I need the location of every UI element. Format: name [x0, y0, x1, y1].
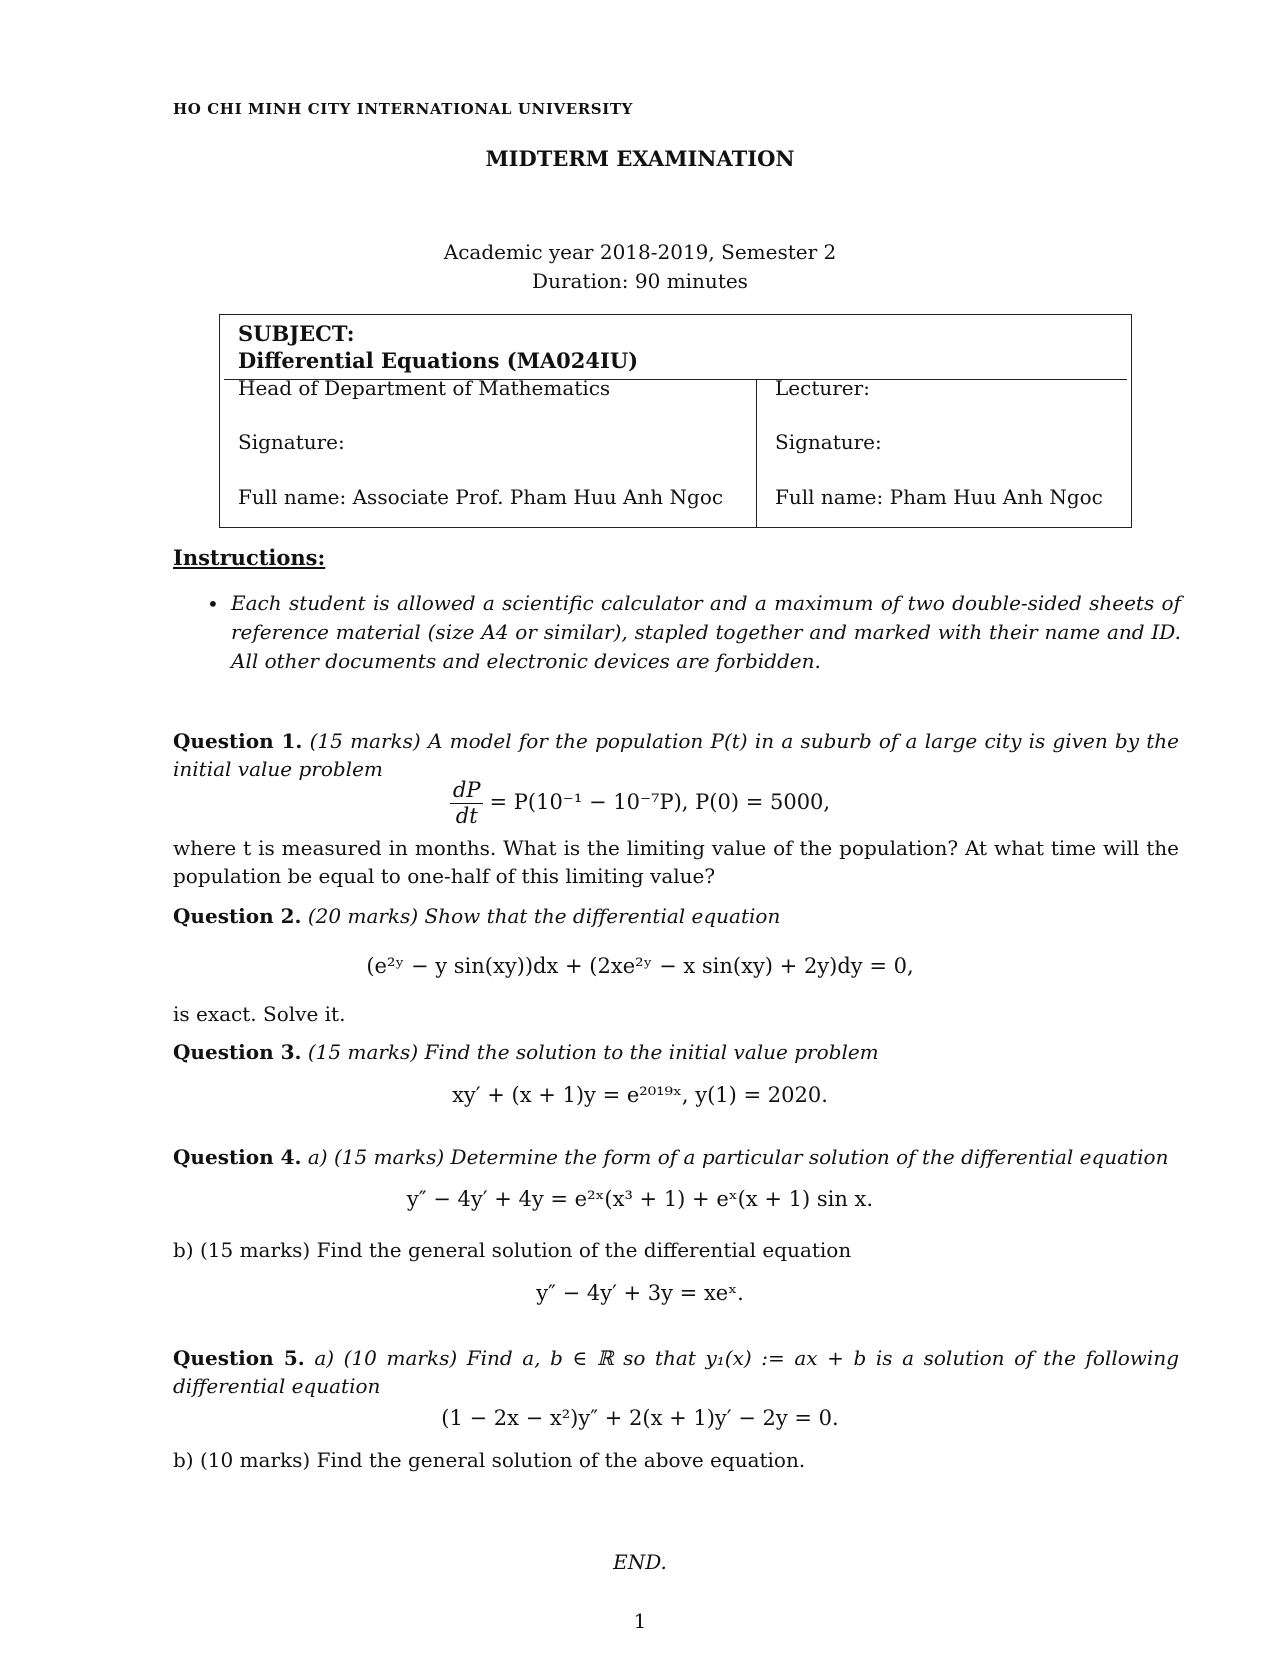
question-3 [173, 1038, 1179, 1066]
divider-vertical [756, 380, 757, 527]
question-4-equation-b: y″ − 4y′ + 3y = xeˣ. [536, 1281, 744, 1305]
question-marks: (15 marks) [307, 1040, 419, 1064]
bullet-icon: • [207, 592, 219, 616]
lecturer-full-name: Full name: Pham Huu Anh Ngoc [775, 485, 1103, 509]
subject-label: SUBJECT: [238, 321, 355, 346]
question-2-equation: (e²ʸ − y sin(xy))dx + (2xe²ʸ − x sin(xy) + 2y)dy = 0, [366, 954, 914, 978]
instruction-item: Each student is allowed a scientific calculator and a maximum of two double-sided sheets of reference material (size A4 or similar), stapled together and marked with their name and ID. All other documents and electronic devices are forbidden. [231, 591, 1181, 673]
duration: Duration: 90 minutes [532, 269, 748, 293]
question-4-equation-a: y″ − 4y′ + 4y = e²ˣ(x³ + 1) + eˣ(x + 1) sin x. [406, 1187, 874, 1211]
question-text: A model for the population P(t) in a suburb of a large city is given by the initial value problem [173, 729, 1179, 781]
instructions-heading: Instructions: [173, 545, 326, 570]
question-label: Question 2. [173, 904, 302, 928]
lecturer-signature-label: Signature: [775, 430, 882, 454]
question-part-a: a) (10 marks) Find a, b ∈ ℝ so that y₁(x) := ax + b is a solution of the following differential equation [173, 1346, 1180, 1398]
fraction-denominator: dt [455, 804, 478, 828]
question-4-part-b: b) (15 marks) Find the general solution of the differential equation [173, 1238, 852, 1262]
question-part-a: a) (15 marks) Determine the form of a particular solution of the differential equation [307, 1145, 1169, 1169]
head-signature-label: Signature: [238, 430, 345, 454]
lecturer-label: Lecturer: [775, 376, 870, 400]
head-full-name: Full name: Associate Prof. Pham Huu Anh Ngoc [238, 485, 724, 509]
question-marks: (20 marks) [307, 904, 419, 928]
question-3-equation: xy′ + (x + 1)y = e²⁰¹⁹ˣ, y(1) = 2020. [452, 1083, 828, 1107]
equation-rhs: = P(10⁻¹ − 10⁻⁷P), P(0) = 5000, [489, 790, 831, 814]
question-2-followup: is exact. Solve it. [173, 1002, 346, 1026]
question-1-followup: where t is measured in months. What is the limiting value of the population? At what time will the population be equal to one-half of this limiting value? [173, 836, 1179, 888]
question-label: Question 3. [173, 1040, 302, 1064]
fraction-numerator: dP [450, 778, 484, 804]
exam-title: MIDTERM EXAMINATION [485, 146, 795, 171]
head-of-department-label: Head of Department of Mathematics [238, 376, 611, 400]
end-marker: END. [613, 1550, 667, 1574]
academic-year: Academic year 2018-2019, Semester 2 [443, 240, 837, 264]
question-text: Show that the differential equation [424, 904, 781, 928]
question-label: Question 4. [173, 1145, 302, 1169]
question-1-equation [0, 778, 1280, 829]
question-5-equation: (1 − 2x − x²)y″ + 2(x + 1)y′ − 2y = 0. [441, 1406, 839, 1430]
subject-name: Differential Equations (MA024IU) [238, 348, 639, 373]
question-5-part-b: b) (10 marks) Find the general solution of the above equation. [173, 1448, 806, 1472]
question-label: Question 5. [173, 1346, 305, 1370]
question-2 [173, 902, 1179, 930]
subject-box [219, 314, 1132, 528]
question-text: Find the solution to the initial value problem [424, 1040, 879, 1064]
question-marks: (15 marks) [309, 729, 421, 753]
question-4 [173, 1143, 1179, 1171]
question-1 [173, 727, 1179, 783]
derivative-fraction [450, 778, 484, 829]
page-number: 1 [633, 1609, 647, 1633]
question-label: Question 1. [173, 729, 303, 753]
question-5 [173, 1344, 1179, 1400]
university-name: HO CHI MINH CITY INTERNATIONAL UNIVERSITY [173, 100, 633, 118]
